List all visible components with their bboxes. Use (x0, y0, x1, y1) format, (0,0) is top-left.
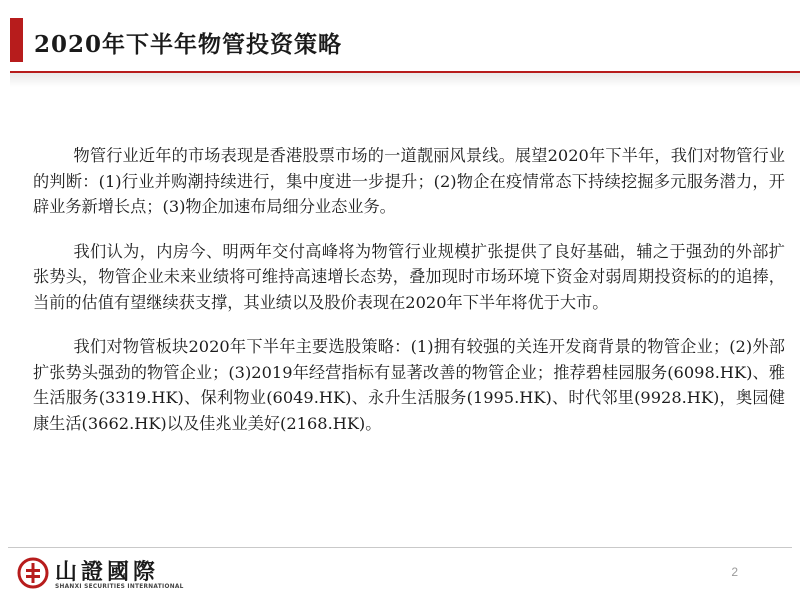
paragraph-strategy: 我们对物管板块2020年下半年主要选股策略：(1)拥有较强的关连开发商背景的物管企业；(2)外部扩张势头强劲的物管企业；(3)2019年经营指标有显著改善的物管企业；推荐碧桂园服务(6098.HK)、雅生活服务(3319.HK)、保利物业(6049.HK)、永升生活服务(1995.HK)、时代邻里(9928.HK)，奥园健康生活(3662.HK)以及佳兆业美好(2168.HK)。 (33, 337, 785, 433)
logo-chinese-name: 山證國際 (55, 560, 160, 585)
logo-english-name: SHANXI SECURITIES INTERNATIONAL (55, 584, 184, 590)
paragraph-outlook: 物管行业近年的市场表现是香港股票市场的一道靓丽风景线。展望2020年下半年，我们对物管行业的判断：(1)行业并购潮持续进行，集中度进一步提升；(2)物企在疫情常态下持续挖掘多元服务潜力，开辟业务新增长点；(3)物企加速布局细分业态业务。 (33, 146, 785, 216)
company-logo-icon (17, 557, 49, 589)
body-text (33, 143, 785, 455)
page-number: 2 (731, 565, 738, 579)
paragraph-view: 我们认为，内房今、明两年交付高峰将为物管行业规模扩张提供了良好基础，辅之于强劲的外部扩张势头，物管企业未来业绩将可维持高速增长态势，叠加现时市场环境下资金对弱周期投资标的的追捧，当前的估值有望继续获支撑，其业绩以及股价表现在2020年下半年将优于大市。 (33, 241, 785, 312)
title-divider-shadow (10, 73, 800, 87)
slide-title: 2020年下半年物管投资策略 (34, 31, 343, 58)
title-accent-bar (10, 18, 23, 62)
company-logo (17, 557, 237, 595)
footer-divider (8, 547, 792, 548)
